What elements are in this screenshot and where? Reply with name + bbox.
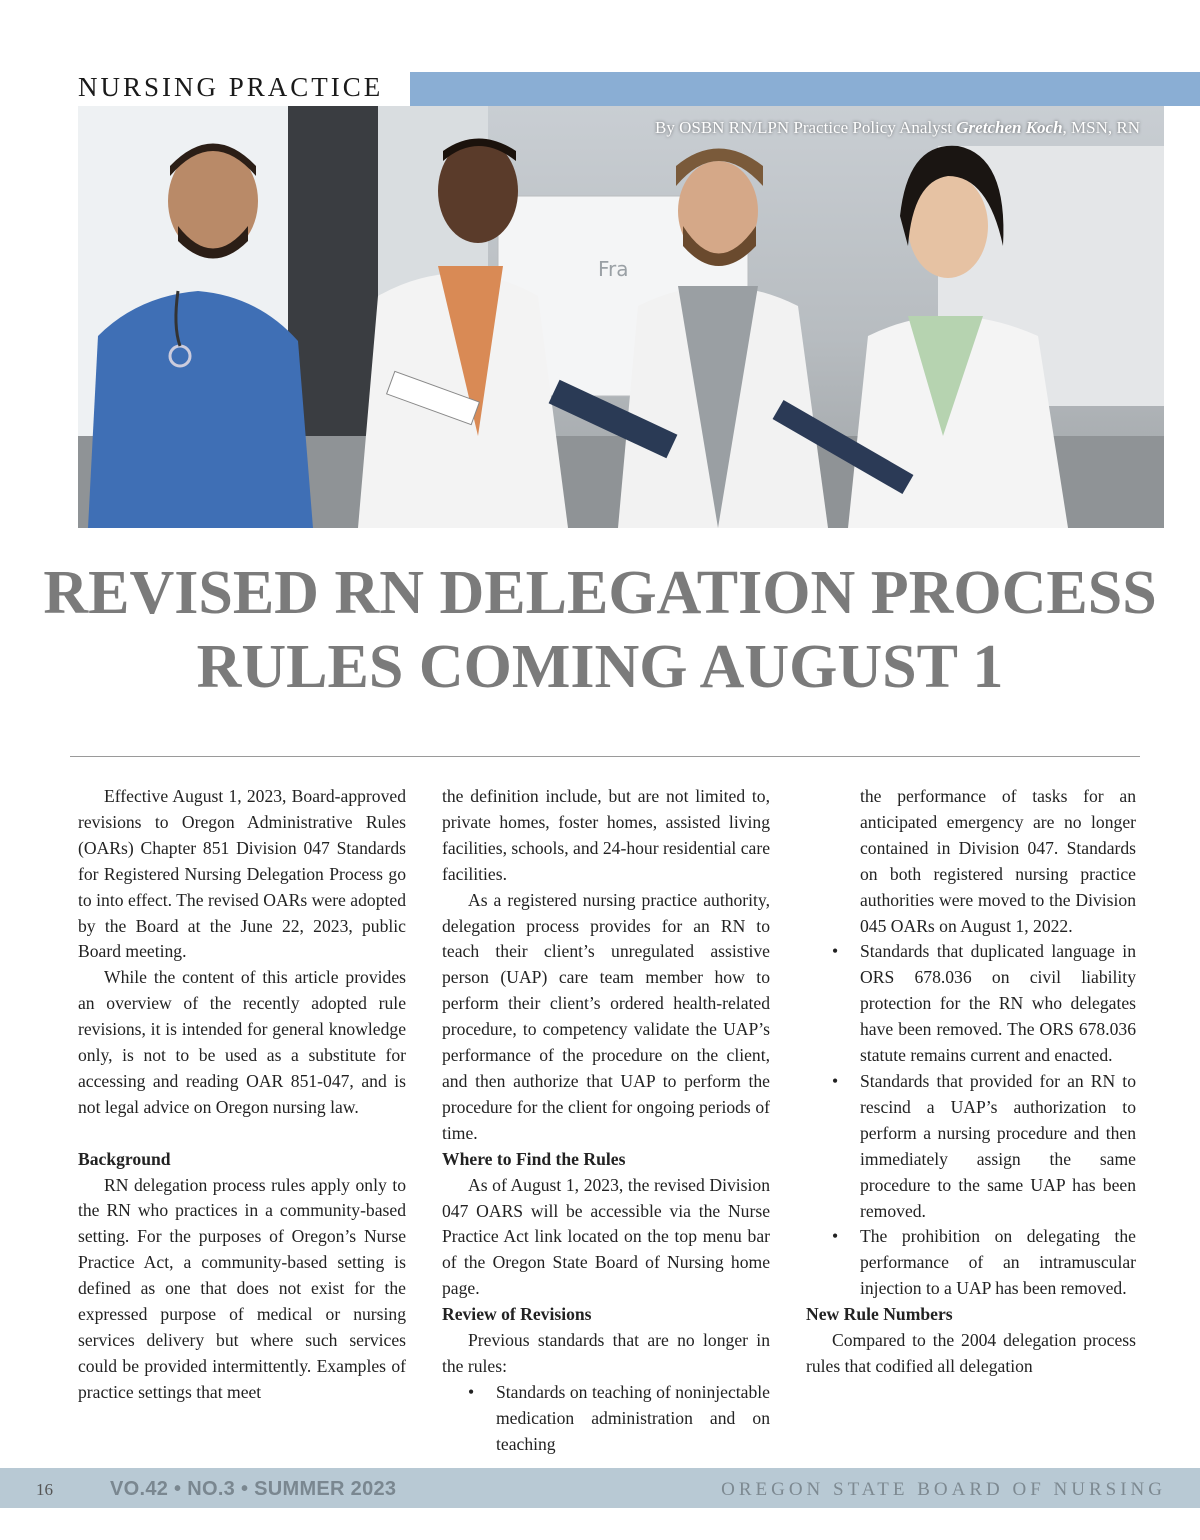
bullet-dot: • bbox=[832, 941, 839, 962]
bullet-dot: • bbox=[832, 1226, 839, 1247]
page-number: 16 bbox=[36, 1480, 53, 1499]
paragraph-settings-continued: the definition include, but are not limited to, private homes, foster homes, assisted living facilities, schools, and 24-hour residential care facilities. bbox=[442, 786, 770, 884]
byline-suffix: , MSN, RN bbox=[1062, 118, 1140, 137]
article-column-3 bbox=[806, 784, 1136, 1380]
whiteboard-text: Fra bbox=[598, 257, 629, 281]
section-label: NURSING PRACTICE bbox=[78, 72, 384, 102]
paragraph-new-rule-numbers: Compared to the 2004 delegation process rules that codified all delegation bbox=[806, 1330, 1136, 1376]
bullet-text-1-continued: the performance of tasks for an anticipated emergency are no longer contained in Division 047. Standards on both registered nursing practice authorities were moved to the Division 045 OARs on August 1, 2022. bbox=[860, 786, 1136, 936]
article-headline bbox=[20, 556, 1180, 704]
paragraph-review-intro: Previous standards that are no longer in the rules: bbox=[442, 1330, 770, 1376]
bullet-item-3 bbox=[806, 1069, 1136, 1224]
bullet-dot: • bbox=[832, 1070, 839, 1091]
heading-where-to-find: Where to Find the Rules bbox=[442, 1148, 626, 1169]
heading-background: Background bbox=[78, 1148, 171, 1169]
headline-line-2: RULES COMING AUGUST 1 bbox=[196, 633, 1004, 701]
bullet-item-2 bbox=[806, 939, 1136, 1069]
paragraph-effective-date: Effective August 1, 2023, Board-approved revisions to Oregon Administrative Rules (OARs) Chapter 851 Division 047 Standards for Registered Nursing Delegation Process go to into effect. The revised OARs were adopted by the Board at the June 22, 2023, public Board meeting. bbox=[78, 786, 406, 962]
bullet-text-3: Standards that provided for an RN to rescind a UAP’s authorization to perform a nursing procedure and then immediately assign the same procedure to the same UAP has been removed. bbox=[860, 1070, 1136, 1221]
bullet-text-2: Standards that duplicated language in ORS 678.036 on civil liability protection for the RN who delegates have been removed. The ORS 678.036 statute remains current and enacted. bbox=[860, 941, 1136, 1066]
bullet-item-1-continued bbox=[806, 784, 1136, 939]
bullet-item-1 bbox=[442, 1380, 770, 1458]
bullet-text-1: Standards on teaching of noninjectable medication administration and on teaching bbox=[496, 1381, 770, 1454]
article-column-2 bbox=[442, 784, 770, 1458]
paragraph-practice-authority: As a registered nursing practice authority, delegation process provides for an RN to teach their client’s unregulated assistive person (UAP) care team member how to perform their client’s ordered health-related procedure, to competency validate the UAP’s performance of the procedure on the client, and then authorize that UAP to perform the procedure for the client for ongoing periods of time. bbox=[442, 889, 770, 1143]
byline-author: Gretchen Koch bbox=[956, 118, 1063, 137]
bullet-dot: • bbox=[468, 1381, 475, 1402]
photo-illustration bbox=[78, 106, 1164, 528]
paragraph-disclaimer: While the content of this article provides an overview of the recently adopted rule revisions, it is intended for general knowledge only, is not to be used as a substitute for accessing and reading OAR 851-047, and is not legal advice on Oregon nursing law. bbox=[78, 967, 406, 1117]
header-accent-bar bbox=[410, 72, 1200, 106]
byline-prefix: By OSBN RN/LPN Practice Policy Analyst bbox=[655, 118, 957, 137]
paragraph-background: RN delegation process rules apply only to the RN who practices in a community-based setting. For the purposes of Oregon’s Nurse Practice Act, a community-based setting is defined as one that does not exist for the expressed purpose of medical or nursing services delivery but where such services could be provided intermittently. Examples of practice settings that meet bbox=[78, 1174, 406, 1402]
heading-review-of-revisions: Review of Revisions bbox=[442, 1304, 592, 1325]
paragraph-where-to-find: As of August 1, 2023, the revised Division 047 OARS will be accessible via the Nurse Practice Act link located on the top menu bar of the Oregon State Board of Nursing home page. bbox=[442, 1174, 770, 1299]
article-column-1 bbox=[78, 784, 406, 1406]
headline-line-1: REVISED RN DELEGATION PROCESS bbox=[43, 559, 1157, 627]
heading-new-rule-numbers: New Rule Numbers bbox=[806, 1304, 953, 1325]
byline bbox=[655, 118, 1140, 138]
bullet-text-4: The prohibition on delegating the performance of an intramuscular injection to a UAP has been removed. bbox=[860, 1226, 1136, 1299]
article-photo bbox=[78, 106, 1164, 528]
issue-label: VO.42 • NO.3 • SUMMER 2023 bbox=[110, 1478, 397, 1500]
headline-divider bbox=[70, 756, 1140, 757]
publisher-name: OREGON STATE BOARD OF NURSING bbox=[721, 1479, 1166, 1500]
bullet-item-4 bbox=[806, 1224, 1136, 1302]
